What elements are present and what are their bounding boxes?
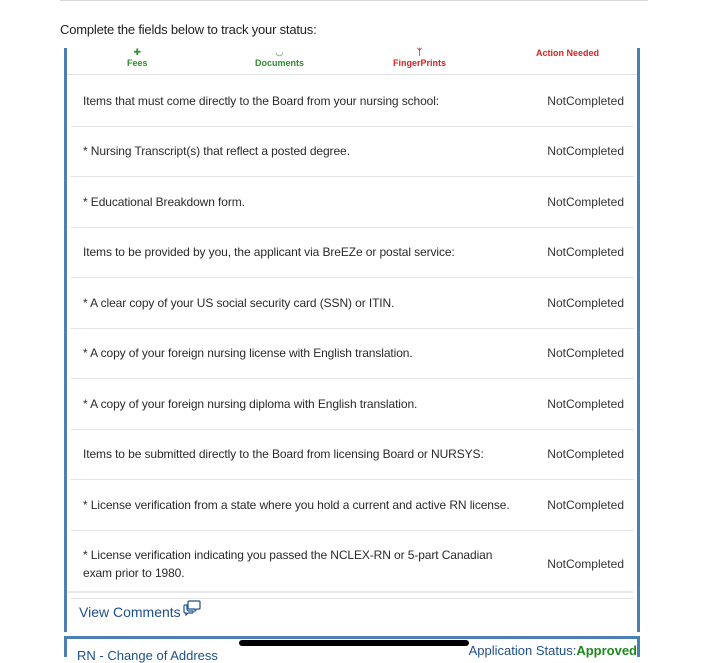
table-row [70,76,634,127]
row-status: NotCompleted [547,245,624,260]
row-label: * License verification from a state where you hold a current and active RN license. [83,497,510,512]
panel-shadow [67,591,633,593]
row-status: NotCompleted [547,144,624,159]
table-row [70,531,634,599]
row-status: NotCompleted [547,93,624,108]
application-title: RN - Change of Address [77,648,218,663]
row-status: NotCompleted [547,295,624,310]
row-label: * License verification indicating you passed the NCLEX-RN or 5-part Canadian exam prior to 1980. [83,548,493,580]
documents-status[interactable] [255,48,304,68]
view-comments-label: View Comments [79,604,181,620]
row-label: Items that must come directly to the Board from your nursing school: [83,93,440,108]
application-status [469,643,637,658]
action-needed-status[interactable] [536,48,599,58]
row-label: * A clear copy of your US social security card (SSN) or ITIN. [83,295,395,310]
row-label: Items to be provided by you, the applicant via BreEZe or postal service: [83,245,455,260]
row-status: NotCompleted [547,497,624,512]
table-row [70,480,634,531]
fees-label: Fees [127,58,148,68]
table-row [70,278,634,329]
top-divider [60,0,648,1]
status-icon-strip [67,48,637,75]
row-status: NotCompleted [547,557,624,571]
table-row [70,430,634,481]
view-comments-link[interactable] [79,604,201,620]
application-status-value: Approved [576,643,637,658]
table-row [70,177,634,228]
action-needed-label: Action Needed [535,48,599,58]
plus-icon: ✚ [133,47,142,57]
fingerprints-label: FingerPrints [393,58,447,68]
row-status: NotCompleted [547,447,624,462]
row-status: NotCompleted [547,396,624,411]
row-status: NotCompleted [547,346,624,361]
checklist-panel [64,48,640,632]
fingerprints-status[interactable] [393,48,446,68]
documents-label: Documents [255,58,305,68]
checklist-rows [70,76,634,599]
table-row [70,127,634,178]
row-label: * A copy of your foreign nursing diploma with English translation. [83,396,418,411]
row-label: Items to be submitted directly to the Board from licensing Board or NURSYS: [83,447,484,462]
table-row [70,228,634,279]
table-row [70,379,634,430]
document-icon: ◡ [276,47,283,57]
row-label: * Nursing Transcript(s) that reflect a posted degree. [83,144,350,159]
table-row [70,329,634,380]
intro-text: Complete the fields below to track your status: [60,22,317,37]
row-label: * A copy of your foreign nursing license with English translation. [83,346,413,361]
application-status-label: Application Status: [468,643,577,658]
row-label: * Educational Breakdown form. [83,194,245,209]
home-indicator[interactable] [239,640,469,646]
fees-status[interactable] [127,48,148,68]
comments-icon [183,600,201,616]
fingerprint-icon: ᛉ [416,47,423,57]
row-status: NotCompleted [547,194,624,209]
